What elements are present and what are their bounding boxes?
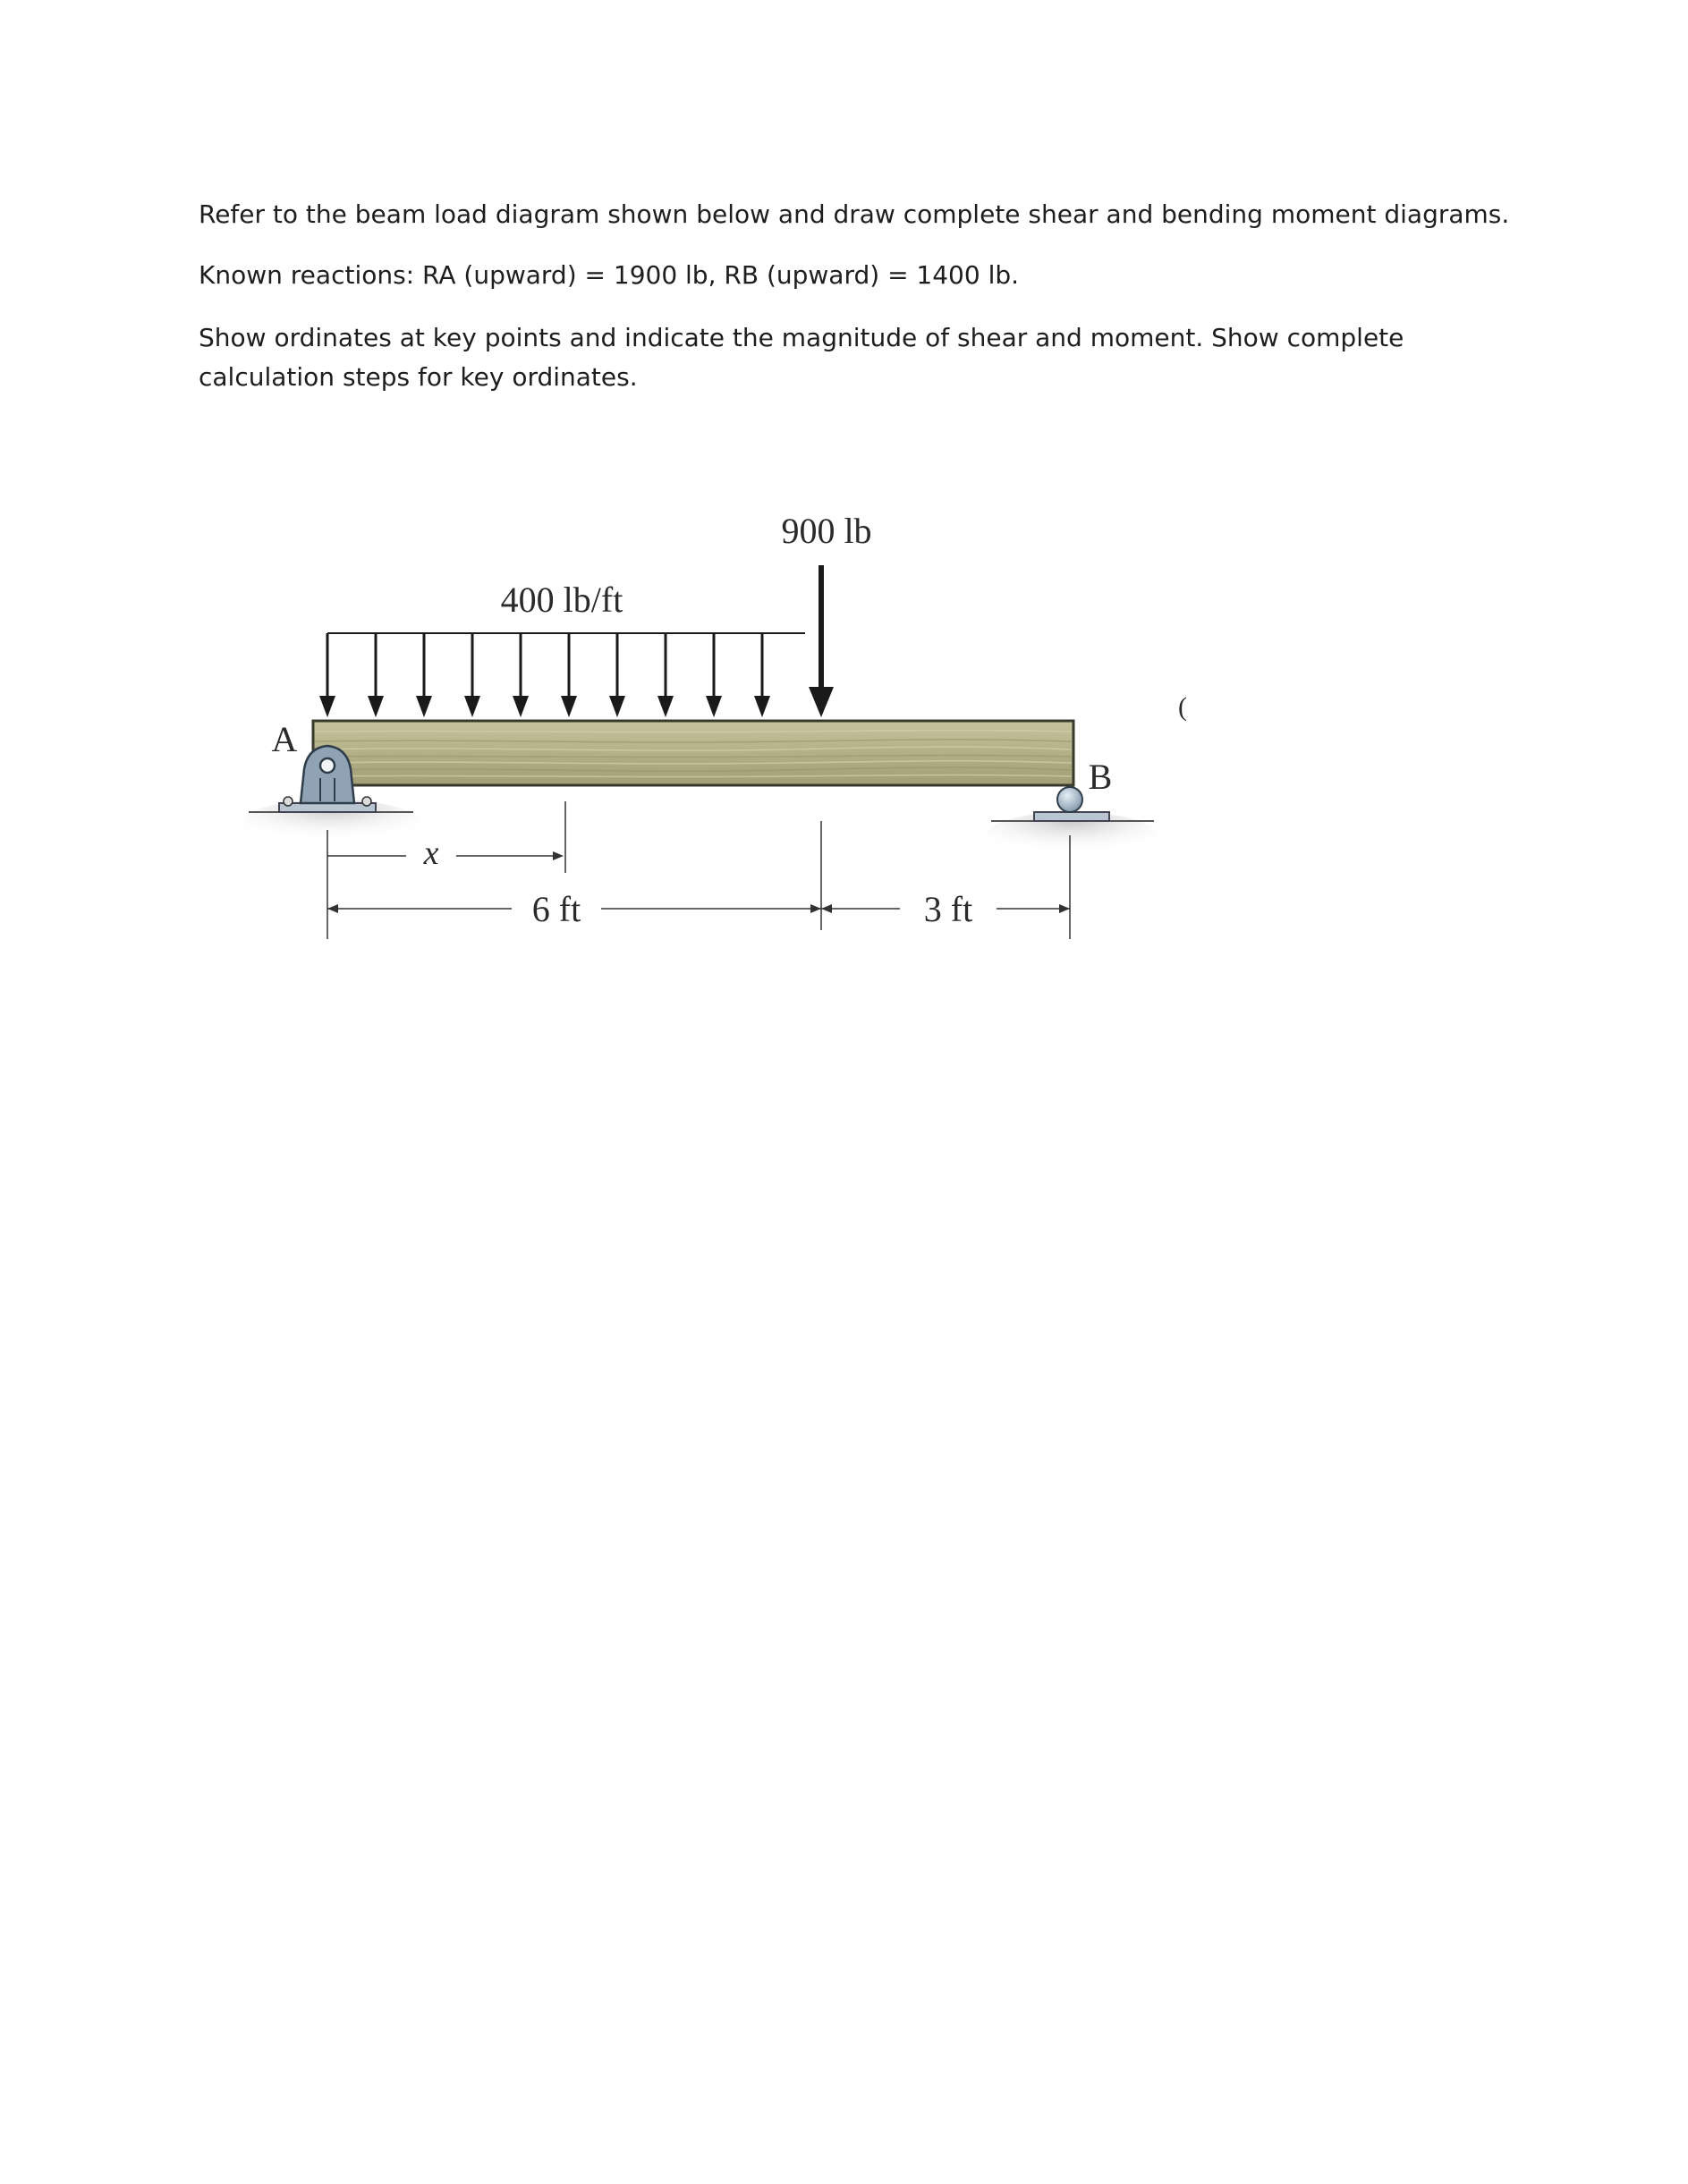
instruction-line-3: Show ordinates at key points and indicate the magnitude of shear and moment. Show complete (199, 323, 1404, 352)
support-a-label: A (271, 719, 298, 759)
udl-arrowhead-icon (416, 696, 432, 717)
pin-base (279, 803, 376, 812)
dim-3ft-arrow-right (1059, 904, 1070, 913)
instruction-line-4: calculation steps for key ordinates. (199, 362, 638, 392)
distributed-load-arrows (319, 633, 770, 717)
support-b-label: B (1088, 757, 1113, 797)
udl-arrowhead-icon (464, 696, 480, 717)
udl-arrowhead-icon (657, 696, 674, 717)
beam-load-diagram (0, 0, 1688, 984)
roller-plate (1034, 812, 1109, 821)
bolt-left-icon (284, 797, 293, 806)
udl-arrowhead-icon (561, 696, 577, 717)
udl-arrowhead-icon (706, 696, 722, 717)
udl-arrowhead-icon (754, 696, 770, 717)
udl-arrowhead-icon (319, 696, 335, 717)
udl-arrowhead-icon (368, 696, 384, 717)
instruction-line-2: Known reactions: RA (upward) = 1900 lb, RB (upward) = 1400 lb. (199, 260, 1020, 290)
udl-arrowhead-icon (609, 696, 625, 717)
point-load-label: 900 lb (781, 511, 872, 551)
dim-6ft-arrow-right (810, 904, 821, 913)
udl-arrowhead-icon (513, 696, 529, 717)
span-6ft-label: 6 ft (531, 889, 581, 929)
span-3ft-label: 3 ft (923, 889, 973, 929)
distributed-load-label: 400 lb/ft (500, 580, 623, 620)
x-label: x (423, 834, 439, 872)
pin-icon (320, 758, 335, 773)
instruction-line-1: Refer to the beam load diagram shown below and draw complete shear and bending moment diagrams. (199, 199, 1510, 229)
x-dimension-arrowhead (553, 851, 564, 860)
bolt-right-icon (362, 797, 371, 806)
stray-mark: ( (1178, 692, 1187, 722)
roller-icon (1057, 787, 1082, 812)
point-load-arrowhead (809, 687, 834, 717)
